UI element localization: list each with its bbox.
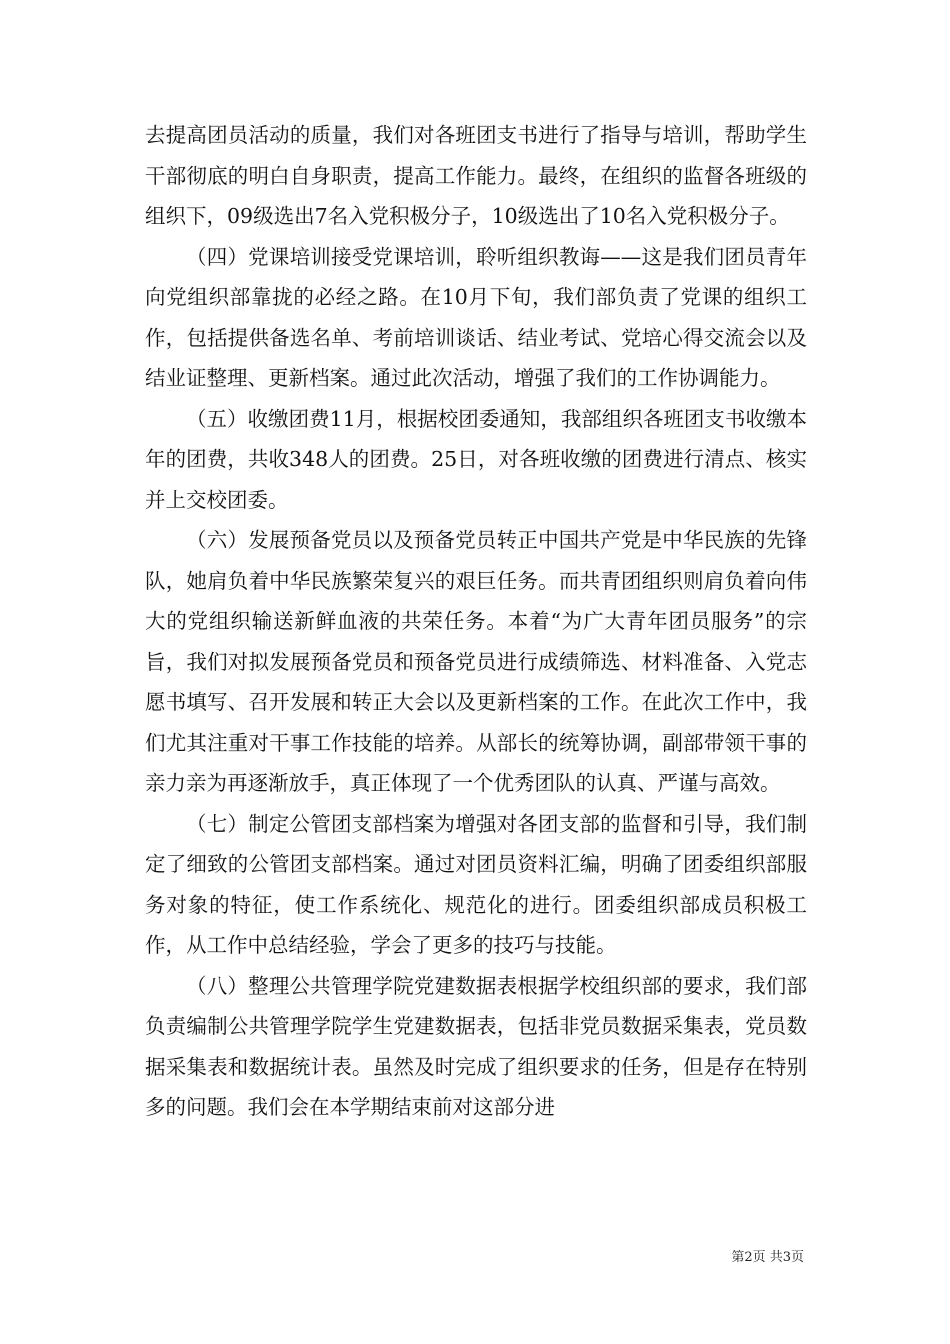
document-body <box>145 115 807 1128</box>
paragraph-section-5: （五）收缴团费11月，根据校团委通知，我部组织各班团支书收缴本年的团费，共收348人的团费。25日，对各班收缴的团费进行清点、核实并上交校团委。 <box>145 406 807 512</box>
page-number-footer: 第2页 共3页 <box>731 1250 804 1265</box>
paragraph-section-7: （七）制定公管团支部档案为增强对各团支部的监督和引导，我们制定了细致的公管团支部档案。通过对团员资料汇编，明确了团委组织部服务对象的特征，使工作系统化、规范化的进行。团委组织部成员积极工作，从工作中总结经验，学会了更多的技巧与技能。 <box>145 811 807 957</box>
paragraph-continuation: 去提高团员活动的质量，我们对各班团支书进行了指导与培训，帮助学生干部彻底的明白自身职责，提高工作能力。最终，在组织的监督各班级的组织下，09级选出7名入党积极分子，10级选出了10名入党积极分子。 <box>145 123 807 228</box>
paragraph-section-8: （八）整理公共管理学院党建数据表根据学校组织部的要求，我们部负责编制公共管理学院学生党建数据表，包括非党员数据采集表，党员数据采集表和数据统计表。虽然及时完成了组织要求的任务，但是存在特别多的问题。我们会在本学期结束前对这部分进 <box>145 973 807 1119</box>
paragraph-section-4: （四）党课培训接受党课培训，聆听组织教诲——这是我们团员青年向党组织部靠拢的必经之路。在10月下旬，我们部负责了党课的组织工作，包括提供备选名单、考前培训谈话、结业考试、党培心得交流会以及结业证整理、更新档案。通过此次活动，增强了我们的工作协调能力。 <box>145 244 807 390</box>
paragraph-section-6: （六）发展预备党员以及预备党员转正中国共产党是中华民族的先锋队，她肩负着中华民族繁荣复兴的艰巨任务。而共青团组织则肩负着向伟大的党组织输送新鲜血液的共荣任务。本着“为广大青年团员服务”的宗旨，我们对拟发展预备党员和预备党员进行成绩筛选、材料准备、入党志愿书填写、召开发展和转正大会以及更新档案的工作。在此次工作中，我们尤其注重对干事工作技能的培养。从部长的统筹协调，副部带领干事的亲力亲为再逐渐放手，真正体现了一个优秀团队的认真、严谨与高效。 <box>145 528 807 795</box>
